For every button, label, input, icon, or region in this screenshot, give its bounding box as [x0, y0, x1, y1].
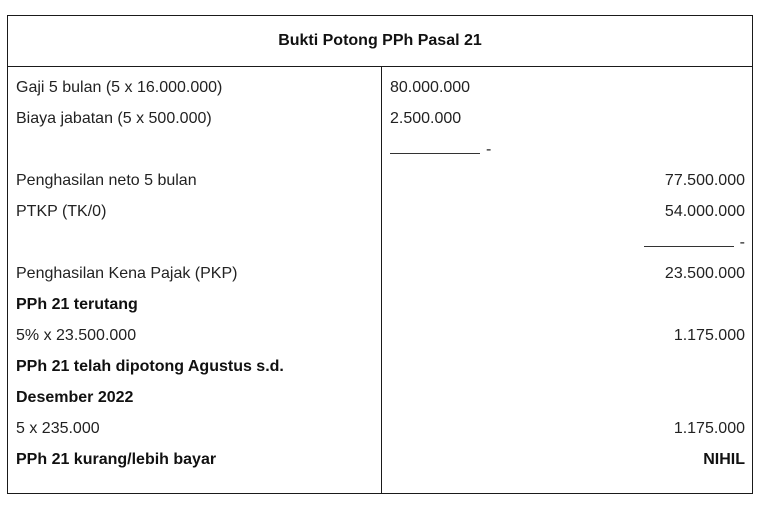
underline: [644, 232, 734, 247]
minus-sign: -: [739, 234, 745, 251]
table-row: [8, 444, 752, 475]
row-label: PPh 21 terutang: [16, 296, 138, 313]
table-title: Bukti Potong PPh Pasal 21: [8, 16, 752, 67]
row-total: 54.000.000: [664, 203, 745, 220]
underline: [390, 139, 480, 154]
row-label: Penghasilan Kena Pajak (PKP): [16, 265, 238, 282]
row-total: 23.500.000: [664, 265, 745, 282]
row-total: 1.175.000: [673, 327, 745, 344]
row-label: 5% x 23.500.000: [16, 327, 137, 344]
row-label: Desember 2022: [16, 389, 134, 406]
row-label: PTKP (TK/0): [16, 203, 107, 220]
table-row: [8, 227, 752, 258]
row-amount: 80.000.000: [390, 79, 471, 96]
row-total: 1.175.000: [673, 420, 745, 437]
table-row: [8, 134, 752, 165]
table-row: [8, 320, 752, 351]
table-row: [8, 351, 752, 382]
table-row: [8, 165, 752, 196]
row-amount: 2.500.000: [390, 110, 462, 127]
table-row: [8, 413, 752, 444]
subtraction-rule: [644, 227, 745, 258]
table-row: [8, 72, 752, 103]
minus-sign: -: [486, 141, 492, 158]
subtraction-rule: [390, 134, 491, 165]
table-row: [8, 258, 752, 289]
row-label: Biaya jabatan (5 x 500.000): [16, 110, 212, 127]
row-total: NIHIL: [703, 451, 745, 468]
table-row: [8, 382, 752, 413]
row-label: Penghasilan neto 5 bulan: [16, 172, 197, 189]
row-label: PPh 21 telah dipotong Agustus s.d.: [16, 358, 284, 375]
table-row: [8, 289, 752, 320]
tax-withholding-table: [7, 15, 753, 494]
row-label: 5 x 235.000: [16, 420, 100, 437]
row-total: 77.500.000: [664, 172, 745, 189]
table-row: [8, 103, 752, 134]
table-row: [8, 196, 752, 227]
row-label: Gaji 5 bulan (5 x 16.000.000): [16, 79, 223, 96]
row-label: PPh 21 kurang/lebih bayar: [16, 451, 217, 468]
